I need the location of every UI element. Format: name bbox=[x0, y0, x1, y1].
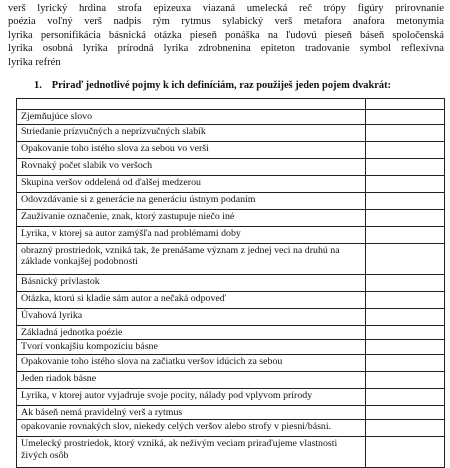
table-row bbox=[17, 226, 445, 243]
answer-cell[interactable] bbox=[366, 175, 445, 192]
table-row bbox=[17, 274, 445, 291]
terms-line: lyrika osobná lyrika prírodná lyrika zdrobnenina epiteton tradovanie symbol reflexívna bbox=[8, 43, 444, 55]
definition-cell: Opakovanie toho istého slova na začiatku veršov idúcich za sebou bbox=[17, 354, 366, 371]
answer-cell[interactable] bbox=[366, 141, 445, 158]
answer-cell[interactable] bbox=[366, 110, 445, 125]
answer-cell[interactable] bbox=[366, 99, 445, 110]
table-row bbox=[17, 175, 445, 192]
definition-cell: Úvahová lyrika bbox=[17, 308, 366, 325]
definition-cell: Lyrika, v ktorej sa autor zamýšľa nad problémami doby bbox=[17, 226, 366, 243]
answer-cell[interactable] bbox=[366, 243, 445, 274]
definition-cell: opakovanie rovnakých slov, niekedy celých veršov alebo strofy v piesni/básni. bbox=[17, 420, 366, 437]
answer-cell[interactable] bbox=[366, 274, 445, 291]
terms-word-bank bbox=[8, 2, 444, 69]
definition-cell: Zaužívanie označenie, znak, ktorý zastupuje niečo iné bbox=[17, 209, 366, 226]
table-row bbox=[17, 141, 445, 158]
definition-cell: Jeden riadok básne bbox=[17, 371, 366, 388]
definition-cell: Umelecký prostriedok, ktorý vzniká, ak neživým veciam priraďujeme vlastnosti živých osôb bbox=[17, 437, 366, 468]
table-row bbox=[17, 420, 445, 437]
table-row bbox=[17, 388, 445, 405]
definition-cell: Opakovanie toho istého slova za sebou vo verši bbox=[17, 141, 366, 158]
answer-cell[interactable] bbox=[366, 158, 445, 175]
terms-line: verš lyrický hrdina strofa epizeuxa viazaná umelecká reč trópy figúry prirovnanie bbox=[8, 3, 444, 14]
table-row bbox=[17, 340, 445, 355]
definition-cell: obrazný prostriedok, vzniká tak, že prenášame význam z jednej veci na druhú na základe vonkajšej podobnosti bbox=[17, 243, 366, 274]
definition-cell: Otázka, ktorú si kladie sám autor a nečaká odpoveď bbox=[17, 291, 366, 308]
answer-cell[interactable] bbox=[366, 192, 445, 209]
table-row bbox=[17, 371, 445, 388]
answer-cell[interactable] bbox=[366, 340, 445, 355]
terms-line: poézia voľný verš nadpis rým rytmus sylabický verš metafora anafora metonymia bbox=[8, 16, 444, 28]
terms-line: lyrika refrén bbox=[8, 56, 61, 68]
table-row bbox=[17, 354, 445, 371]
table-row bbox=[17, 243, 445, 274]
definition-cell: Rovnaký počet slabík vo veršoch bbox=[17, 158, 366, 175]
answer-cell[interactable] bbox=[366, 226, 445, 243]
definition-cell: Tvorí vonkajšiu kompozíciu básne bbox=[17, 340, 366, 355]
answer-cell[interactable] bbox=[366, 209, 445, 226]
table-row bbox=[17, 124, 445, 141]
definition-cell: Skupina veršov oddelená od ďalšej medzerou bbox=[17, 175, 366, 192]
answer-cell[interactable] bbox=[366, 124, 445, 141]
table-row bbox=[17, 209, 445, 226]
answer-cell[interactable] bbox=[366, 291, 445, 308]
definition-cell: Striedanie prízvučných a neprízvučných slabík bbox=[17, 124, 366, 141]
terms-line: lyrika personifikácia básnická otázka pieseň ponáška na ľudovú pieseň báseň spoločenská bbox=[8, 29, 444, 41]
answer-cell[interactable] bbox=[366, 420, 445, 437]
table-row bbox=[17, 99, 445, 110]
table-row bbox=[17, 325, 445, 340]
task-instruction: Priraď jednotlivé pojmy k ich definíciám, raz použiješ jeden pojem dvakrát: bbox=[51, 80, 392, 91]
answer-cell[interactable] bbox=[366, 437, 445, 468]
definition-cell: Básnický prívlastok bbox=[17, 274, 366, 291]
table-row bbox=[17, 308, 445, 325]
definition-cell: Ak báseň nemá pravidelný verš a rytmus bbox=[17, 405, 366, 420]
answer-cell[interactable] bbox=[366, 354, 445, 371]
definitions-table bbox=[16, 98, 445, 468]
definition-cell: Odovzdávanie si z generácie na generáciu ústnym podaním bbox=[17, 192, 366, 209]
definition-cell: Základná jednotka poézie bbox=[17, 325, 366, 340]
table-row bbox=[17, 110, 445, 125]
answer-cell[interactable] bbox=[366, 308, 445, 325]
answer-cell[interactable] bbox=[366, 325, 445, 340]
answer-cell[interactable] bbox=[366, 388, 445, 405]
answer-cell[interactable] bbox=[366, 371, 445, 388]
definition-cell: Zjemňujúce slovo bbox=[17, 110, 366, 125]
table-row bbox=[17, 291, 445, 308]
table-row bbox=[17, 437, 445, 468]
task-number: 1. bbox=[34, 80, 42, 91]
table-row bbox=[17, 405, 445, 420]
answer-cell[interactable] bbox=[366, 405, 445, 420]
table-row bbox=[17, 158, 445, 175]
task-heading bbox=[34, 80, 391, 91]
definition-cell: Lyrika, v ktorej autor vyjadruje svoje pocity, nálady pod vplyvom prírody bbox=[17, 388, 366, 405]
definition-cell bbox=[17, 99, 366, 110]
table-row bbox=[17, 192, 445, 209]
